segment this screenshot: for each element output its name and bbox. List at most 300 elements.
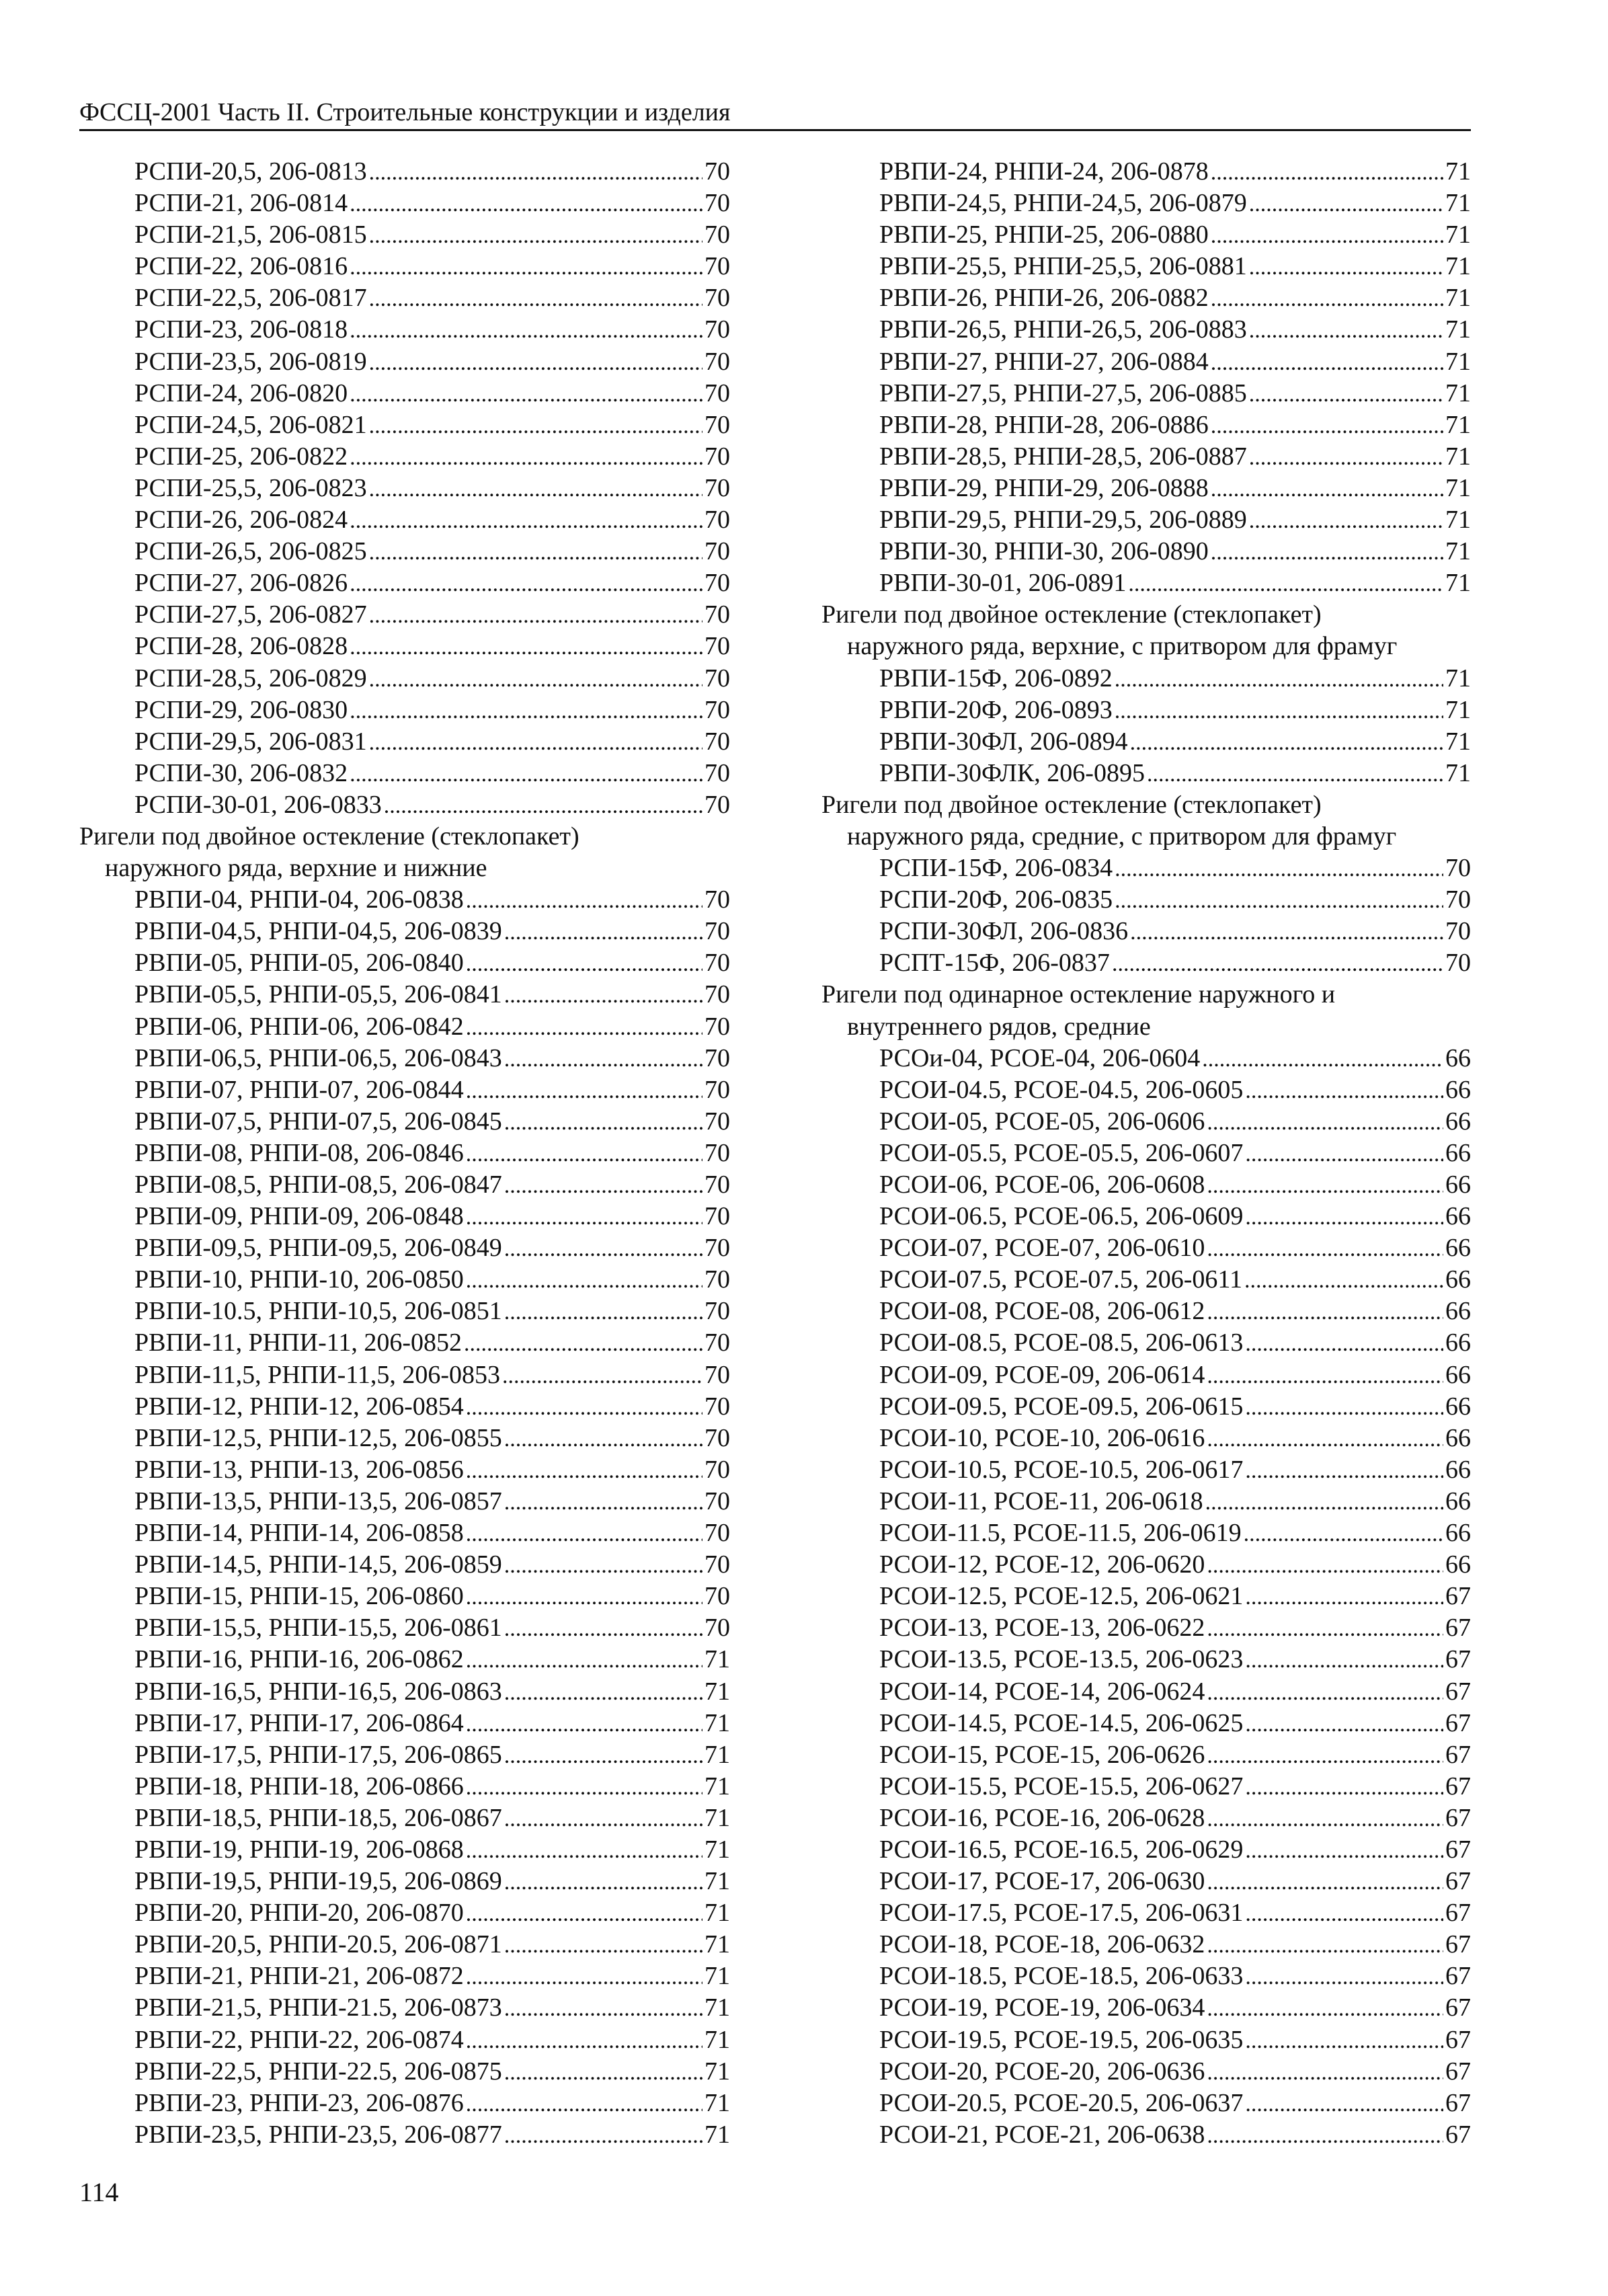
dot-leader (384, 790, 702, 822)
entry-page-ref: 70 (705, 1171, 730, 1199)
index-entry (821, 1423, 1471, 1454)
dot-leader (504, 1233, 702, 1265)
entry-page-ref: 71 (705, 1708, 730, 1737)
entry-page-ref: 70 (705, 1550, 730, 1579)
entry-label: РСОИ-15.5, РСОЕ-15.5, 206-0627 (879, 1772, 1244, 1800)
dot-leader (464, 1328, 702, 1359)
entry-label: РСПИ-21, 206-0814 (134, 189, 348, 218)
entry-label: РСПИ-30, 206-0832 (134, 758, 348, 787)
entry-label: РСПИ-24, 206-0820 (134, 379, 348, 407)
entry-page-ref: 67 (1445, 1677, 1471, 1706)
index-entry (821, 1581, 1471, 1612)
entry-label: РСПИ-20,5, 206-0813 (134, 157, 367, 186)
dot-leader (369, 664, 702, 695)
index-entry (79, 156, 730, 188)
dot-leader (1245, 1328, 1443, 1359)
dot-leader (1211, 347, 1443, 379)
entry-page-ref: 67 (1445, 1803, 1471, 1832)
entry-label: РСОИ-07, РСОЕ-07, 206-0610 (879, 1234, 1205, 1263)
index-entry (821, 1708, 1471, 1739)
entry-page-ref: 71 (705, 1740, 730, 1769)
entry-page-ref: 70 (705, 727, 730, 756)
dot-leader (1211, 537, 1443, 568)
entry-page-ref: 70 (705, 442, 730, 471)
index-entry (79, 1264, 730, 1296)
entry-page-ref: 70 (705, 1329, 730, 1357)
entry-label: РВПИ-08, РНПИ-08, 206-0846 (134, 1138, 464, 1167)
entry-label: РСОИ-20.5, РСОЕ-20.5, 206-0637 (879, 2088, 1244, 2117)
index-entry (821, 1771, 1471, 1803)
dot-leader (1130, 727, 1443, 758)
entry-page-ref: 67 (1445, 1708, 1471, 1737)
entry-page-ref: 71 (1445, 537, 1471, 566)
entry-label: РСОИ-10, РСОЕ-10, 206-0616 (879, 1423, 1205, 1452)
index-entry (821, 1327, 1471, 1359)
entry-label: РСПИ-25,5, 206-0823 (134, 473, 367, 502)
entry-label: РВПИ-15,5, РНПИ-15,5, 206-0861 (134, 1614, 502, 1642)
entry-page-ref: 70 (705, 1202, 730, 1231)
entry-page-ref: 70 (705, 1012, 730, 1041)
entry-page-ref: 66 (1445, 1107, 1471, 1136)
index-entry (79, 1644, 730, 1675)
entry-label: РСОИ-16, РСОЕ-16, 206-0628 (879, 1803, 1205, 1832)
dot-leader (1112, 948, 1443, 980)
index-entry (79, 473, 730, 504)
dot-leader (369, 157, 702, 188)
entry-page-ref: 71 (705, 1899, 730, 1928)
entry-label: РСОи-04, РСОЕ-04, 206-0604 (879, 1043, 1201, 1072)
dot-leader (369, 220, 702, 251)
entry-label: РСПИ-24,5, 206-0821 (134, 410, 367, 439)
dot-leader (369, 473, 702, 505)
entry-label: РВПИ-09, РНПИ-09, 206-0848 (134, 1202, 464, 1231)
entry-page-ref: 67 (1445, 2057, 1471, 2086)
entry-page-ref: 71 (705, 1803, 730, 1832)
entry-label: РВПИ-20Ф, 206-0893 (879, 695, 1113, 724)
section-heading: Ригели под одинарное остекление наружного и (821, 980, 1336, 1009)
entry-page-ref: 70 (705, 758, 730, 787)
index-entry (821, 473, 1471, 504)
entry-page-ref: 71 (1445, 252, 1471, 281)
entry-page-ref: 71 (1445, 221, 1471, 249)
index-entry (79, 1834, 730, 1866)
entry-page-ref: 71 (705, 1645, 730, 1674)
index-entry (79, 1486, 730, 1517)
entry-label: РВПИ-11,5, РНПИ-11,5, 206-0853 (134, 1360, 500, 1389)
dot-leader (350, 315, 702, 346)
index-entry (79, 346, 730, 378)
index-entry (79, 1897, 730, 1929)
dot-leader (1249, 315, 1443, 346)
entry-label: РВПИ-28,5, РНПИ-28,5, 206-0887 (879, 442, 1247, 471)
dot-leader (504, 916, 702, 948)
entry-page-ref: 70 (705, 695, 730, 724)
entry-label: РВПИ-30ФЛК, 206-0895 (879, 758, 1145, 787)
index-entry (821, 251, 1471, 282)
entry-label: РСПИ-29,5, 206-0831 (134, 727, 367, 756)
index-entry (821, 219, 1471, 251)
dot-leader (1115, 853, 1443, 885)
index-entry (821, 2119, 1471, 2151)
dot-leader (369, 600, 702, 631)
section-heading: Ригели под двойное остекление (стеклопакет) (821, 790, 1322, 819)
entry-page-ref: 70 (705, 1423, 730, 1452)
entry-label: РВПИ-17, РНПИ-17, 206-0864 (134, 1708, 464, 1737)
dot-leader (1207, 1296, 1443, 1328)
entry-page-ref: 70 (705, 632, 730, 661)
dot-leader (350, 695, 702, 727)
entry-label: РВПИ-05, РНПИ-05, 206-0840 (134, 949, 464, 978)
index-entry (79, 631, 730, 662)
entry-label: РСОИ-05, РСОЕ-05, 206-0606 (879, 1107, 1205, 1136)
entry-page-ref: 71 (705, 1962, 730, 1991)
dot-leader (369, 410, 702, 442)
entry-page-ref: 67 (1445, 1645, 1471, 1674)
dot-leader (1245, 1772, 1443, 1803)
dot-leader (504, 1296, 702, 1328)
entry-page-ref: 70 (705, 1234, 730, 1263)
entry-label: РВПИ-23, РНПИ-23, 206-0876 (134, 2088, 464, 2117)
index-entry (79, 1359, 730, 1391)
index-entry (821, 1138, 1471, 1169)
dot-leader (1245, 1835, 1443, 1866)
entry-label: РВПИ-16,5, РНПИ-16,5, 206-0863 (134, 1677, 502, 1706)
entry-page-ref: 70 (705, 1487, 730, 1515)
entry-label: РСОИ-05.5, РСОЕ-05.5, 206-0607 (879, 1138, 1244, 1167)
dot-leader (1207, 1993, 1443, 2024)
index-entry (821, 1486, 1471, 1517)
index-entry (79, 1676, 730, 1708)
dot-leader (466, 1581, 702, 1613)
index-entry (821, 758, 1471, 789)
entry-label: РСОИ-13, РСОЕ-13, 206-0622 (879, 1614, 1205, 1642)
index-entry (79, 1138, 730, 1169)
entry-page-ref: 70 (705, 537, 730, 566)
index-entry (79, 1612, 730, 1644)
entry-page-ref: 67 (1445, 1582, 1471, 1611)
index-entry (79, 2119, 730, 2151)
index-entry (821, 1803, 1471, 1834)
entry-label: РВПИ-13,5, РНПИ-13,5, 206-0857 (134, 1487, 502, 1515)
index-entry (79, 1581, 730, 1612)
entry-page-ref: 70 (705, 221, 730, 249)
dot-leader (1249, 188, 1443, 220)
entry-page-ref: 70 (705, 379, 730, 407)
entry-page-ref: 70 (705, 1582, 730, 1611)
index-entry (79, 916, 730, 947)
index-entry (79, 2088, 730, 2119)
dot-leader (1211, 220, 1443, 251)
dot-leader (350, 758, 702, 790)
index-entry (821, 2088, 1471, 2119)
dot-leader (1207, 1233, 1443, 1265)
entry-label: РВПИ-07, РНПИ-07, 206-0844 (134, 1075, 464, 1104)
dot-leader (1147, 758, 1443, 790)
index-entry (79, 1423, 730, 1454)
entry-page-ref: 70 (705, 347, 730, 376)
entry-label: РСПИ-26,5, 206-0825 (134, 537, 367, 566)
entry-label: РСОИ-08.5, РСОЕ-08.5, 206-0613 (879, 1329, 1244, 1357)
entry-page-ref: 70 (705, 1265, 730, 1294)
entry-page-ref: 71 (705, 1772, 730, 1800)
entry-page-ref: 67 (1445, 1930, 1471, 1959)
entry-page-ref: 67 (1445, 1993, 1471, 2022)
index-entry (821, 282, 1471, 314)
dot-leader (350, 505, 702, 537)
entry-page-ref: 66 (1445, 1487, 1471, 1515)
entry-label: РСПИ-29, 206-0830 (134, 695, 348, 724)
index-entry (79, 2056, 730, 2088)
index-entry (821, 947, 1471, 979)
entry-page-ref: 66 (1445, 1265, 1471, 1294)
dot-leader (1245, 1075, 1443, 1107)
index-entry (79, 599, 730, 631)
entry-page-ref: 67 (1445, 2088, 1471, 2117)
dot-leader (1207, 1107, 1443, 1138)
index-entry (821, 1549, 1471, 1581)
index-entry (821, 1391, 1471, 1423)
entry-page-ref: 66 (1445, 1329, 1471, 1357)
entry-page-ref: 70 (705, 569, 730, 598)
entry-page-ref: 66 (1445, 1297, 1471, 1326)
entry-page-ref: 71 (705, 1930, 730, 1959)
entry-label: РСОИ-11, РСОЕ-11, 206-0618 (879, 1487, 1203, 1515)
dot-leader (466, 1138, 702, 1170)
index-entry (79, 2024, 730, 2056)
entry-label: РВПИ-25, РНПИ-25, 206-0880 (879, 221, 1209, 249)
index-entry (821, 567, 1471, 599)
entry-page-ref: 70 (705, 1614, 730, 1642)
index-entry (821, 1676, 1471, 1708)
entry-page-ref: 70 (1445, 917, 1471, 946)
entry-page-ref: 70 (705, 664, 730, 692)
entry-label: РВПИ-12, РНПИ-12, 206-0854 (134, 1392, 464, 1421)
entry-label: РВПИ-14, РНПИ-14, 206-0858 (134, 1519, 464, 1548)
index-entry (79, 947, 730, 979)
entry-page-ref: 71 (1445, 379, 1471, 407)
index-entry (821, 1961, 1471, 1992)
index-entry (821, 536, 1471, 567)
entry-page-ref: 71 (705, 2057, 730, 2086)
index-entry (79, 1454, 730, 1486)
entry-page-ref: 70 (705, 790, 730, 819)
entry-label: РВПИ-14,5, РНПИ-14,5, 206-0859 (134, 1550, 502, 1579)
entry-label: РВПИ-07,5, РНПИ-07,5, 206-0845 (134, 1107, 502, 1136)
entry-label: РСОИ-19, РСОЕ-19, 206-0634 (879, 1993, 1205, 2022)
entry-page-ref: 71 (1445, 569, 1471, 598)
index-entry (79, 758, 730, 789)
index-entry (79, 1232, 730, 1264)
dot-leader (1207, 1866, 1443, 1898)
index-entry (79, 979, 730, 1011)
dot-leader (466, 1012, 702, 1043)
dot-leader (1245, 1645, 1443, 1676)
section-heading-continuation: наружного ряда, верхние, с притвором для фрамуг (847, 632, 1398, 661)
index-entry (821, 1106, 1471, 1138)
entry-label: РВПИ-21, РНПИ-21, 206-0872 (134, 1962, 464, 1991)
entry-page-ref: 70 (705, 473, 730, 502)
entry-page-ref: 67 (1445, 1835, 1471, 1864)
dot-leader (1207, 1423, 1443, 1455)
entry-label: РСПИ-30-01, 206-0833 (134, 790, 382, 819)
dot-leader (466, 1961, 702, 1993)
entry-label: РВПИ-26, РНПИ-26, 206-0882 (879, 284, 1209, 313)
dot-leader (504, 1487, 702, 1518)
entry-page-ref: 67 (1445, 1867, 1471, 1896)
dot-leader (1207, 1613, 1443, 1645)
entry-page-ref: 70 (705, 917, 730, 946)
dot-leader (466, 1645, 702, 1676)
index-entry (821, 1992, 1471, 2024)
entry-page-ref: 70 (705, 1075, 730, 1104)
section-heading-continuation: наружного ряда, средние, с притвором для фрамуг (847, 822, 1397, 850)
dot-leader (1130, 916, 1443, 948)
index-entry (821, 1739, 1471, 1771)
entry-page-ref: 70 (705, 252, 730, 281)
entry-label: РВПИ-06,5, РНПИ-06,5, 206-0843 (134, 1043, 502, 1072)
entry-label: РВПИ-04, РНПИ-04, 206-0838 (134, 885, 464, 914)
page-number: 114 (79, 2177, 119, 2207)
dot-leader (504, 1866, 702, 1898)
section-heading-continuation: наружного ряда, верхние и нижние (105, 854, 487, 883)
index-entry (79, 567, 730, 599)
index-entry (79, 726, 730, 758)
section-heading: Ригели под двойное остекление (стеклопакет) (821, 600, 1322, 629)
entry-label: РСПИ-26, 206-0824 (134, 506, 348, 535)
index-entry (79, 504, 730, 536)
dot-leader (504, 1677, 702, 1708)
dot-leader (350, 442, 702, 473)
dot-leader (1249, 505, 1443, 537)
dot-leader (369, 347, 702, 379)
index-entry (79, 251, 730, 282)
dot-leader (504, 2057, 702, 2088)
dot-leader (1207, 1930, 1443, 1961)
entry-label: РСПИ-23,5, 206-0819 (134, 347, 367, 376)
index-entry (79, 1771, 730, 1803)
index-entry (821, 1043, 1471, 1074)
index-entry (79, 1106, 730, 1138)
entry-label: РСПИ-30ФЛ, 206-0836 (879, 917, 1129, 946)
entry-page-ref: 71 (1445, 284, 1471, 313)
dot-leader (466, 2088, 702, 2120)
index-entry (79, 441, 730, 473)
entry-label: РСОИ-06.5, РСОЕ-06.5, 206-0609 (879, 1202, 1244, 1231)
dot-leader (1115, 885, 1443, 916)
entry-page-ref: 67 (1445, 2120, 1471, 2149)
index-entry (79, 1011, 730, 1043)
entry-label: РВПИ-20, РНПИ-20, 206-0870 (134, 1899, 464, 1928)
entry-page-ref: 66 (1445, 1423, 1471, 1452)
dot-leader (502, 1360, 702, 1392)
entry-page-ref: 71 (1445, 473, 1471, 502)
entry-page-ref: 71 (705, 1677, 730, 1706)
entry-page-ref: 70 (705, 410, 730, 439)
index-entry (821, 1264, 1471, 1296)
entry-page-ref: 67 (1445, 2025, 1471, 2054)
entry-page-ref: 67 (1445, 1772, 1471, 1800)
entry-label: РСОИ-10.5, РСОЕ-10.5, 206-0617 (879, 1455, 1244, 1484)
index-entry (79, 282, 730, 314)
entry-page-ref: 66 (1445, 1550, 1471, 1579)
entry-label: РВПИ-24,5, РНПИ-24,5, 206-0879 (879, 189, 1247, 218)
index-entry (821, 1169, 1471, 1201)
dot-leader (466, 1518, 702, 1550)
index-entry (79, 1074, 730, 1106)
dot-leader (1245, 1392, 1443, 1423)
entry-page-ref: 71 (1445, 664, 1471, 692)
entry-label: РВПИ-28, РНПИ-28, 206-0886 (879, 410, 1209, 439)
index-entry (821, 156, 1471, 188)
entry-label: РВПИ-13, РНПИ-13, 206-0856 (134, 1455, 464, 1484)
index-entry (79, 663, 730, 695)
index-entry (79, 1708, 730, 1739)
entry-label: РСОИ-21, РСОЕ-21, 206-0638 (879, 2120, 1205, 2149)
index-entry (79, 409, 730, 441)
dot-leader (466, 885, 702, 916)
entry-page-ref: 70 (705, 1043, 730, 1072)
index-entry (79, 1739, 730, 1771)
index-entry (79, 314, 730, 346)
index-entry (821, 1454, 1471, 1486)
entry-page-ref: 71 (1445, 695, 1471, 724)
entry-label: РСОИ-06, РСОЕ-06, 206-0608 (879, 1171, 1205, 1199)
dot-leader (504, 1170, 702, 1201)
dot-leader (369, 283, 702, 315)
index-entry (821, 378, 1471, 409)
index-entry (79, 1929, 730, 1961)
entry-page-ref: 71 (1445, 157, 1471, 186)
entry-label: РВПИ-16, РНПИ-16, 206-0862 (134, 1645, 464, 1674)
dot-leader (466, 1455, 702, 1487)
entry-label: РСОИ-17.5, РСОЕ-17.5, 206-0631 (879, 1899, 1244, 1928)
dot-leader (504, 1930, 702, 1961)
entry-page-ref: 70 (1445, 949, 1471, 978)
dot-leader (1211, 473, 1443, 505)
dot-leader (466, 1772, 702, 1803)
index-entry (79, 1992, 730, 2024)
entry-label: РСОИ-07.5, РСОЕ-07.5, 206-0611 (879, 1265, 1242, 1294)
entry-label: РВПИ-29,5, РНПИ-29,5, 206-0889 (879, 506, 1247, 535)
entry-page-ref: 66 (1445, 1519, 1471, 1548)
dot-leader (504, 1740, 702, 1772)
dot-leader (466, 1201, 702, 1233)
index-entry (79, 1961, 730, 1992)
entry-label: РСОИ-17, РСОЕ-17, 206-0630 (879, 1867, 1205, 1896)
entry-page-ref: 70 (1445, 885, 1471, 914)
index-entry (821, 2024, 1471, 2056)
dot-leader (1245, 1201, 1443, 1233)
dot-leader (504, 1043, 702, 1075)
dot-leader (504, 1423, 702, 1455)
dot-leader (466, 2025, 702, 2057)
dot-leader (504, 1993, 702, 2024)
entry-page-ref: 71 (705, 2088, 730, 2117)
entry-label: РСОИ-09.5, РСОЕ-09.5, 206-0615 (879, 1392, 1244, 1421)
entry-label: РСПТ-15Ф, 206-0837 (879, 949, 1110, 978)
entry-label: РВПИ-29, РНПИ-29, 206-0888 (879, 473, 1209, 502)
entry-label: РВПИ-10, РНПИ-10, 206-0850 (134, 1265, 464, 1294)
entry-label: РСПИ-20Ф, 206-0835 (879, 885, 1113, 914)
entry-label: РСОИ-18, РСОЕ-18, 206-0632 (879, 1930, 1205, 1959)
entry-page-ref: 70 (705, 885, 730, 914)
dot-leader (466, 1075, 702, 1107)
index-entry (821, 1296, 1471, 1327)
index-entry (79, 1866, 730, 1897)
index-entry (79, 188, 730, 219)
entry-label: РВПИ-04,5, РНПИ-04,5, 206-0839 (134, 917, 502, 946)
index-entry (79, 1043, 730, 1074)
